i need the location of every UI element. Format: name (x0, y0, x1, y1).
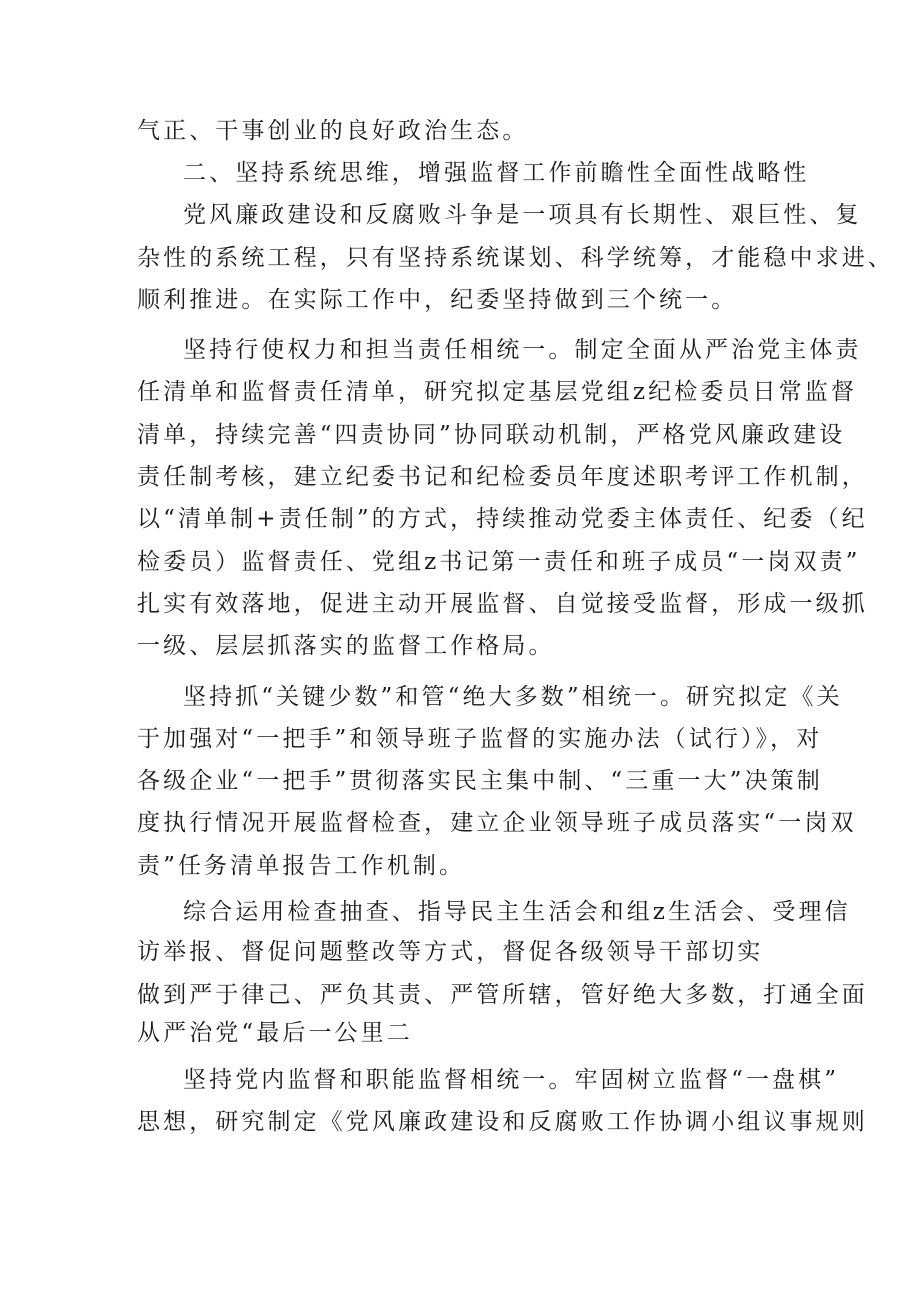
text-line: 一级、层层抓落实的监督工作格局。 (137, 633, 555, 659)
text-line: 做到严于律己、严负其责、严管所辖，管好绝大多数，打通全面 (137, 982, 868, 1008)
text-line: 气正、干事创业的良好政治生态。 (137, 118, 529, 144)
text-line: 清单，持续完善“四责协同”协同联动机制，严格党风廉政建设 (137, 422, 846, 448)
text-line: 杂性的系统工程，只有坚持系统谋划、科学统筹，才能稳中求进、 (137, 245, 894, 271)
text-line: 顺利推进。在实际工作中，纪委坚持做到三个统一。 (137, 287, 738, 313)
section-heading: 二、坚持系统思维，增强监督工作前瞻性全面性战略性 (183, 160, 810, 186)
text-line: 于加强对“一把手”和领导班子监督的实施办法（试行）》，对 (137, 726, 823, 752)
text-line: 访举报、督促问题整改等方式，督促各级领导干部切实 (137, 939, 764, 965)
text-line: 坚持抓“关键少数”和管“绝大多数”相统一。研究拟定《关 (183, 684, 843, 710)
text-line: 责任制考核，建立纪委书记和纪检委员年度述职考评工作机制， (137, 464, 868, 490)
text-line: 党风廉政建设和反腐败斗争是一项具有长期性、艰巨性、复 (183, 202, 862, 228)
text-line: 度执行情况开展监督检查，建立企业领导班子成员落实“一岗双 (137, 810, 857, 836)
text-line: 从严治党“最后一公里二 (137, 1020, 413, 1046)
text-line: 扎实有效落地，促进主动开展监督、自觉接受监督，形成一级抓 (137, 591, 868, 617)
text-line: 检委员）监督责任、党组z书记第一责任和班子成员“一岗双责” (137, 549, 861, 575)
text-line: 责”任务清单报告工作机制。 (137, 853, 466, 879)
text-line: 坚持党内监督和职能监督相统一。牢固树立监督“一盘棋” (183, 1067, 840, 1093)
text-line: 坚持行使权力和担当责任相统一。制定全面从严治党主体责 (183, 337, 862, 363)
text-line: 以“清单制+责任制”的方式，持续推动党委主体责任、纪委（纪 (137, 506, 868, 532)
text-line: 各级企业“一把手”贯彻落实民主集中制、“三重一大”决策制 (137, 768, 823, 794)
text-line: 综合运用检查抽查、指导民主生活会和组z生活会、受理信 (183, 899, 851, 925)
text-line: 任清单和监督责任清单，研究拟定基层党组z纪检委员日常监督 (137, 379, 857, 405)
text-line: 思想，研究制定《党风廉政建设和反腐败工作协调小组议事规则 (137, 1109, 868, 1135)
